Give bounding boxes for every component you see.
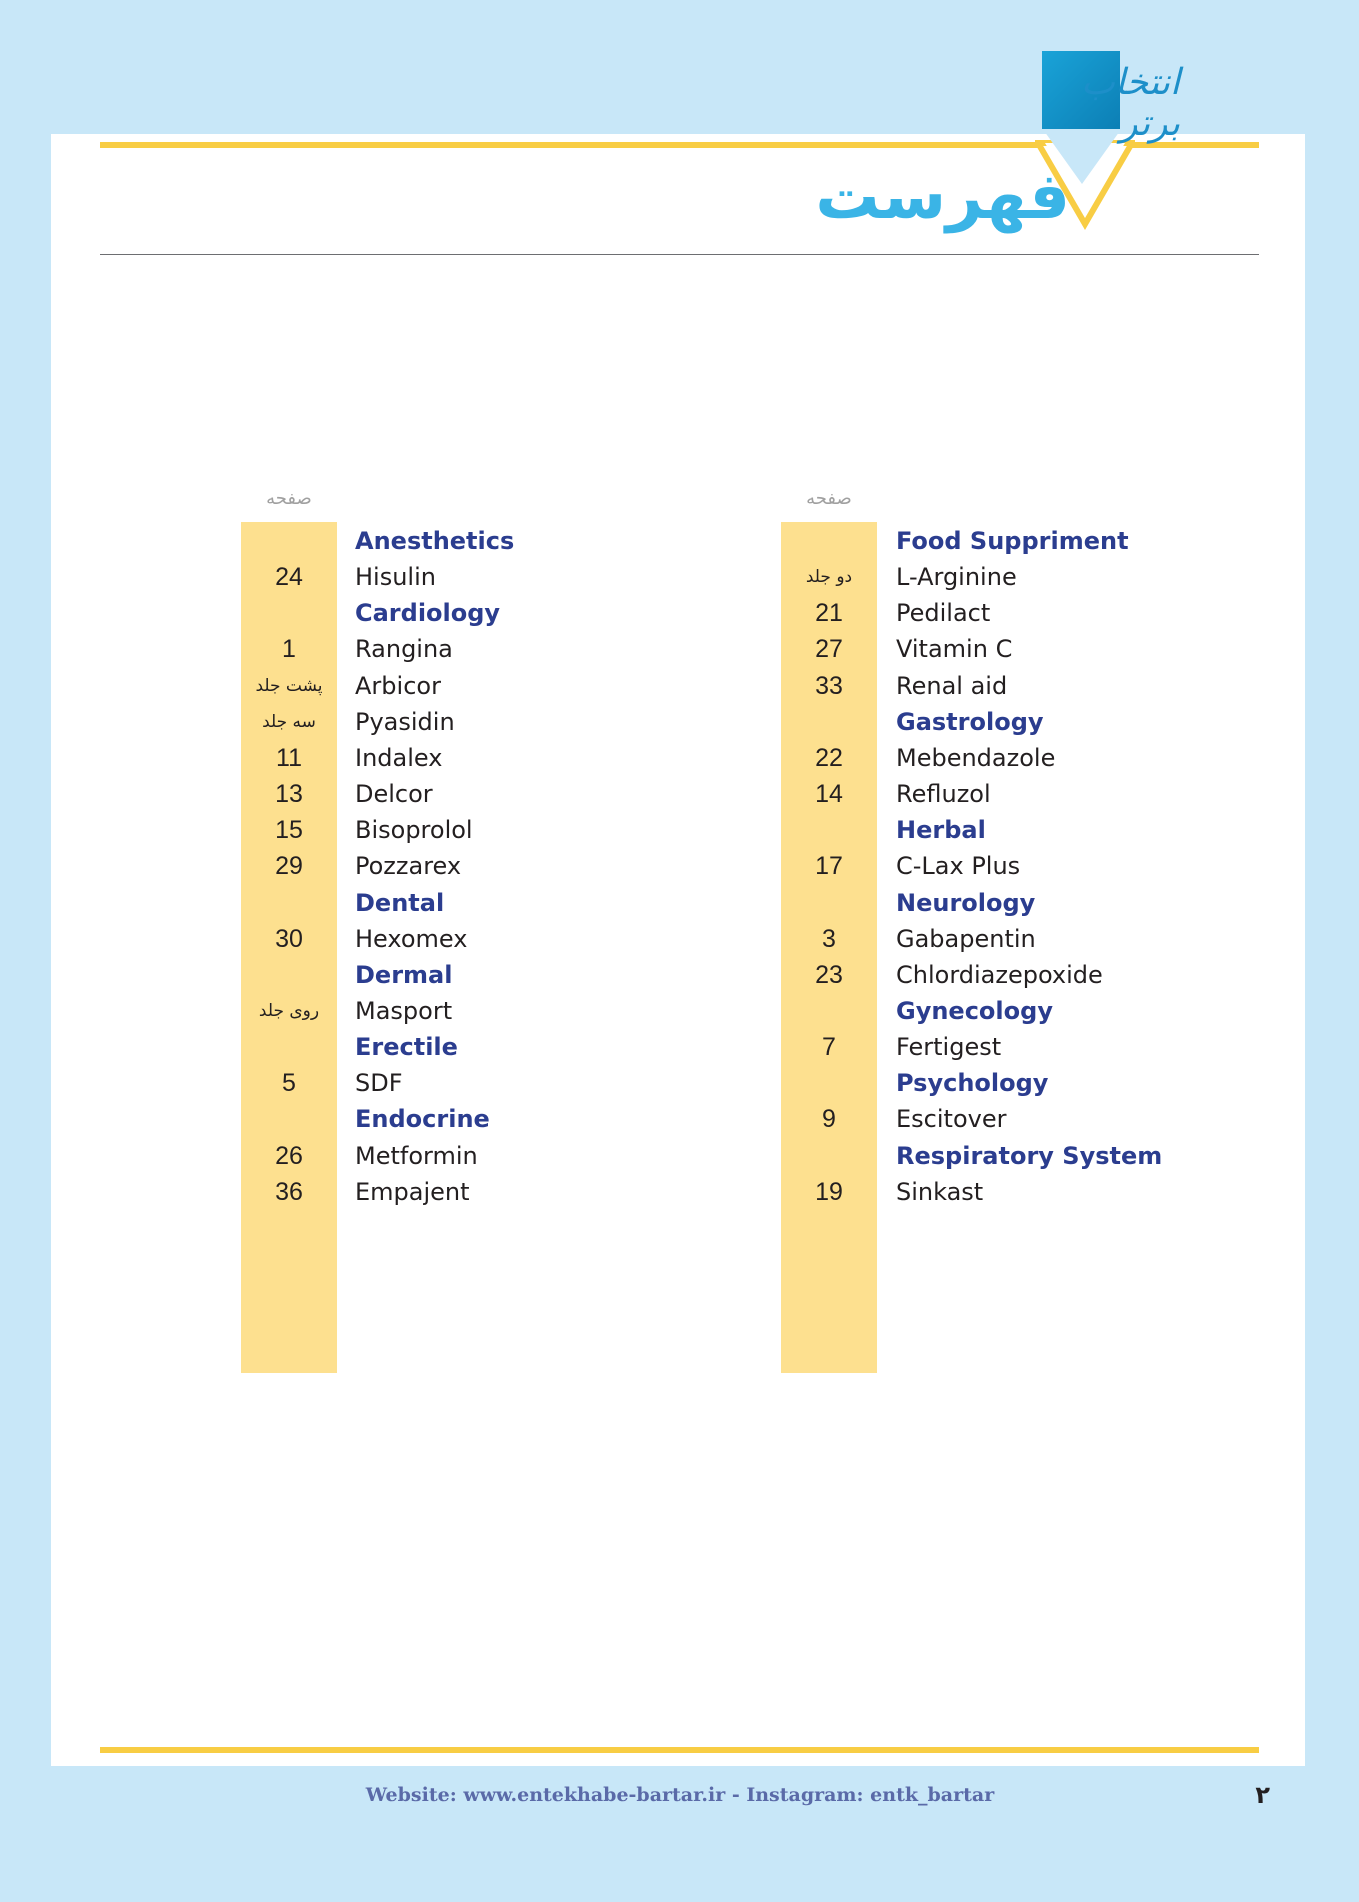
toc-item-name: Delcor xyxy=(355,780,433,808)
toc-item-name: Chlordiazepoxide xyxy=(896,961,1103,989)
toc-item-name: Mebendazole xyxy=(896,744,1056,772)
toc-category: Dermal xyxy=(355,961,453,989)
toc-page-number: 21 xyxy=(815,599,843,627)
brand-logo-text: انتخاب برتر xyxy=(1081,62,1180,144)
toc-category: Food Suppriment xyxy=(896,527,1129,555)
toc-item-name: Arbicor xyxy=(355,672,441,700)
toc-item-name: Gabapentin xyxy=(896,925,1036,953)
toc-item-name: Hexomex xyxy=(355,925,468,953)
toc-category: Gynecology xyxy=(896,997,1053,1025)
toc-item-name: Hisulin xyxy=(355,563,436,591)
toc-category: Gastrology xyxy=(896,708,1044,736)
toc-page-number: 33 xyxy=(815,672,843,700)
toc-page-number: 19 xyxy=(815,1178,843,1206)
toc-item-name: Fertigest xyxy=(896,1033,1002,1061)
toc-category: Dental xyxy=(355,889,445,917)
page-title: فهرست xyxy=(815,160,1070,234)
toc-page-number: 23 xyxy=(815,961,843,989)
toc-item-name: Renal aid xyxy=(896,672,1008,700)
toc-page-number: 11 xyxy=(276,744,302,772)
toc-page-number: 22 xyxy=(815,744,843,772)
toc-category: Endocrine xyxy=(355,1105,490,1133)
toc-page-number: 27 xyxy=(815,635,843,663)
toc-item-name: Masport xyxy=(355,997,453,1025)
toc-category: Respiratory System xyxy=(896,1142,1163,1170)
toc-category: Cardiology xyxy=(355,599,501,627)
toc-page-number: 29 xyxy=(275,852,303,880)
toc-page-number: پشت جلد xyxy=(255,676,323,696)
footer-contact: Website: www.entekhabe-bartar.ir - Instagram: entk_bartar xyxy=(365,1784,995,1806)
title-divider xyxy=(100,254,1259,255)
toc-page-number: 9 xyxy=(822,1105,836,1133)
top-accent-line-left xyxy=(100,142,1038,148)
toc-item-name: Metformin xyxy=(355,1142,478,1170)
toc-page-number: 36 xyxy=(275,1178,303,1206)
toc-item-name: Refluzol xyxy=(896,780,991,808)
toc-page-number: 7 xyxy=(822,1033,836,1061)
toc-page-number: 26 xyxy=(275,1142,303,1170)
toc-item-name: Indalex xyxy=(355,744,443,772)
toc-category: Erectile xyxy=(355,1033,458,1061)
toc-item-name: Bisoprolol xyxy=(355,816,473,844)
toc-item-name: Pyasidin xyxy=(355,708,455,736)
toc-item-name: Sinkast xyxy=(896,1178,984,1206)
toc-category: Neurology xyxy=(896,889,1036,917)
toc-category: Anesthetics xyxy=(355,527,515,555)
toc-page-number: 13 xyxy=(275,780,303,808)
toc-page-number: 30 xyxy=(275,925,303,953)
toc-item-name: Escitover xyxy=(896,1105,1007,1133)
toc-item-name: Pozzarex xyxy=(355,852,462,880)
toc-item-name: L-Arginine xyxy=(896,563,1017,591)
toc-page-number: سه جلد xyxy=(262,712,316,732)
toc-page-number: 14 xyxy=(815,780,843,808)
toc-item-name: C-Lax Plus xyxy=(896,852,1021,880)
toc-page-number: 24 xyxy=(275,563,303,591)
toc-item-name: Empajent xyxy=(355,1178,470,1206)
toc-page-number: روی جلد xyxy=(258,1001,320,1021)
toc-page-number: دو جلد xyxy=(805,567,853,587)
toc-category: Herbal xyxy=(896,816,986,844)
toc-page-number: 17 xyxy=(815,852,843,880)
page-number: ۲ xyxy=(1255,1781,1270,1809)
bottom-accent-line xyxy=(100,1747,1259,1753)
toc-item-name: Rangina xyxy=(355,635,453,663)
toc-item-name: Pedilact xyxy=(896,599,991,627)
page-column-header-right: صفحه xyxy=(806,488,852,509)
toc-page-number: 5 xyxy=(282,1069,296,1097)
page-sheet xyxy=(51,134,1305,1766)
toc-page-number: 15 xyxy=(275,816,303,844)
toc-page-number: 1 xyxy=(282,635,296,663)
toc-item-name: SDF xyxy=(355,1069,403,1097)
toc-item-name: Vitamin C xyxy=(896,635,1013,663)
toc-category: Psychology xyxy=(896,1069,1049,1097)
page-column-header-left: صفحه xyxy=(266,488,312,509)
toc-page-number: 3 xyxy=(822,925,836,953)
